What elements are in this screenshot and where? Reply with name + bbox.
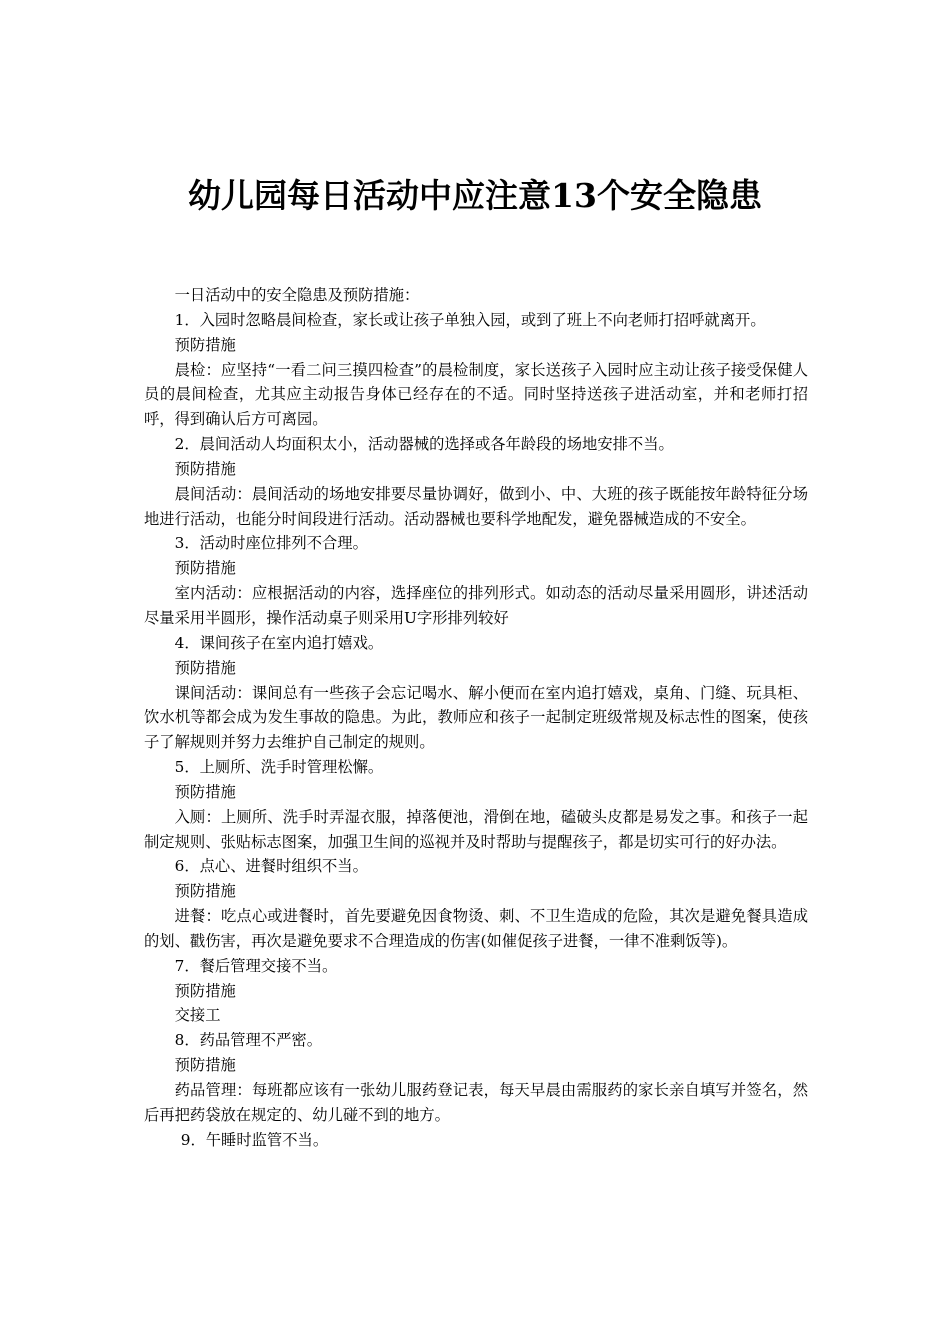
hazard-3-heading: 3．活动时座位排列不合理。	[174, 534, 368, 553]
hazard-5-heading: 5．上厕所、洗手时管理松懈。	[174, 758, 384, 777]
prevention-label: 预防措施	[174, 335, 236, 354]
prevention-label: 预防措施	[174, 981, 236, 1000]
hazard-8-heading: 8．药品管理不严密。	[174, 1031, 322, 1050]
hazard-4-heading: 4．课间孩子在室内追打嬉戏。	[174, 633, 384, 652]
prevention-8-text: 药品管理：每班都应该有一张幼儿服药登记表，每天早晨由需服药的家长亲自填写并签名，然后再把药袋放在规定的、幼儿碰不到的地方。	[144, 1081, 808, 1124]
prevention-3-text: 室内活动：应根据活动的内容，选择座位的排列形式。如动态的活动尽量采用圆形，讲述活动尽量采用半圆形，操作活动桌子则采用U字形排列较好	[144, 584, 808, 627]
prevention-label: 预防措施	[174, 882, 236, 901]
prevention-4-text: 课间活动：课间总有一些孩子会忘记喝水、解小便而在室内追打嬉戏，桌角、门缝、玩具柜、饮水机等都会成为发生事故的隐患。为此，教师应和孩子一起制定班级常规及标志性的图案，使孩子了解规则并努力去维护自己制定的规则。	[144, 683, 808, 752]
hazard-9-heading: 9．午睡时监管不当。	[180, 1130, 329, 1149]
prevention-7-text: 交接工	[174, 1006, 221, 1025]
prevention-label: 预防措施	[174, 782, 236, 801]
intro-paragraph: 一日活动中的安全隐患及预防措施：	[174, 286, 420, 304]
hazard-2-heading: 2．晨间活动人均面积太小，活动器械的选择或各年龄段的场地安排不当。	[174, 435, 674, 454]
prevention-label: 预防措施	[174, 658, 236, 677]
prevention-label: 预防措施	[174, 459, 236, 478]
hazard-1-heading: 1．入园时忽略晨间检查，家长或让孩子单独入园，或到了班上不向老师打招呼就离开。	[174, 310, 766, 329]
document-title: 幼儿园每日活动中应注意13个安全隐患	[188, 176, 762, 216]
hazard-6-heading: 6．点心、进餐时组织不当。	[174, 857, 368, 876]
prevention-6-text: 进餐：吃点心或进餐时，首先要避免因食物烫、刺、不卫生造成的危险，其次是避免餐具造成的划、戳伤害，再次是避免要求不合理造成的伤害(如催促孩子进餐，一律不准剩饭等)。	[144, 907, 808, 950]
hazard-7-heading: 7．餐后管理交接不当。	[174, 956, 338, 975]
prevention-label: 预防措施	[174, 1056, 236, 1075]
document-body	[144, 283, 808, 1153]
prevention-1-text: 晨检：应坚持“一看二问三摸四检查”的晨检制度，家长送孩子入园时应主动让孩子接受保健人员的晨间检查，尤其应主动报告身体已经存在的不适。同时坚持送孩子进活动室，并和老师打招呼，得到确认后方可离园。	[144, 360, 808, 429]
prevention-label: 预防措施	[174, 559, 236, 578]
prevention-2-text: 晨间活动：晨间活动的场地安排要尽量协调好，做到小、中、大班的孩子既能按年龄特征分场地进行活动，也能分时间段进行活动。活动器械也要科学地配发，避免器械造成的不安全。	[144, 484, 808, 528]
prevention-5-text: 入厕：上厕所、洗手时弄湿衣服，掉落便池，滑倒在地，磕破头皮都是易发之事。和孩子一起制定规则、张贴标志图案，加强卫生间的巡视并及时帮助与提醒孩子，都是切实可行的好办法。	[144, 807, 808, 851]
